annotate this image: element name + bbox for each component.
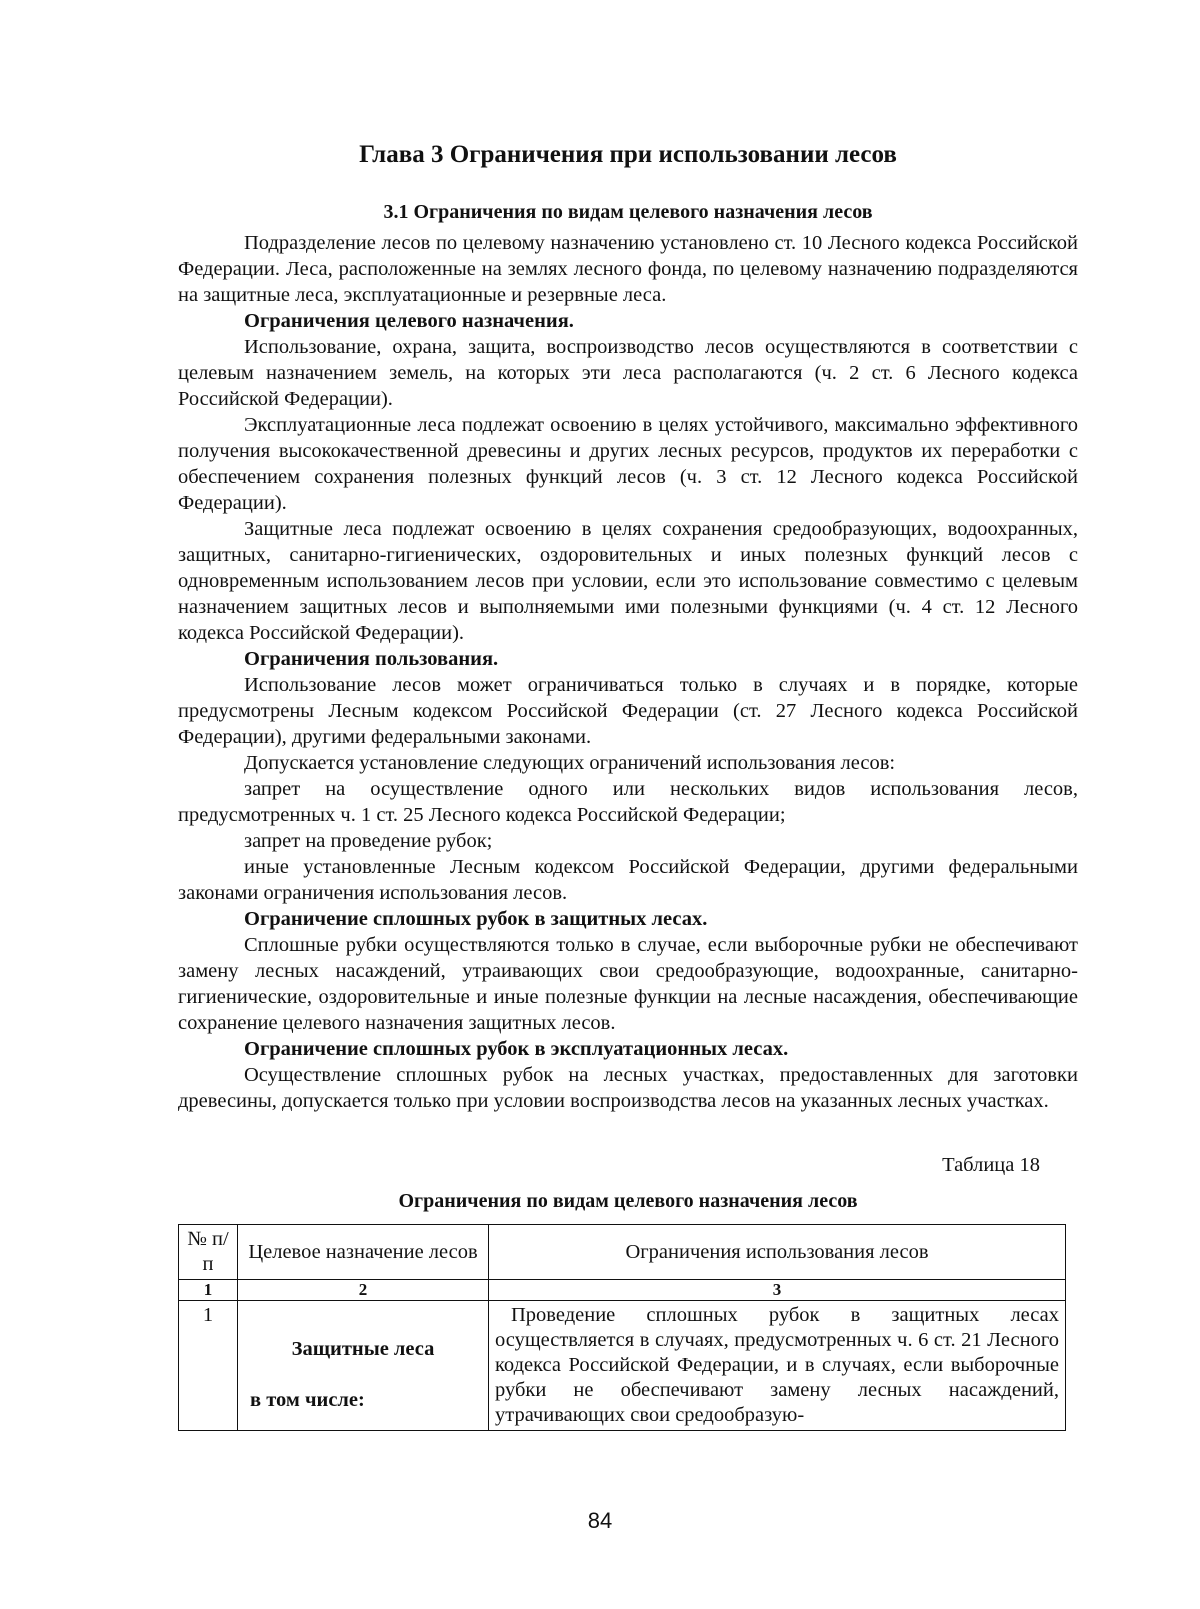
paragraph: Использование, охрана, защита, воспроизводство лесов осуществляются в соответствии с целевым назначением земель, на которых эти леса располагаются (ч. 2 ст. 6 Лесного кодекса Российской Федерации). <box>178 336 1078 410</box>
list-item: запрет на проведение рубок; <box>244 830 493 852</box>
subheading: Ограничение сплошных рубок в эксплуатационных лесах. <box>244 1038 789 1060</box>
table-title: Ограничения по видам целевого назначения лесов <box>398 1190 858 1212</box>
column-number: 2 <box>238 1280 489 1301</box>
column-number: 3 <box>489 1280 1066 1301</box>
list-item: запрет на осуществление одного или нескольких видов использования лесов, предусмотренных ч. 1 ст. 25 Лесного кодекса Российской Федерации; <box>178 778 1078 826</box>
chapter-title: Глава 3 Ограничения при использовании лесов <box>359 141 897 168</box>
row-purpose-name: Защитные леса <box>291 1338 435 1360</box>
header-number: № п/п <box>179 1225 238 1280</box>
list-item: иные установленные Лесным кодексом Российской Федерации, другими федеральными законами ограничения использования лесов. <box>178 856 1078 904</box>
table-header-row <box>179 1225 1066 1280</box>
header-purpose: Целевое назначение лесов <box>238 1225 489 1280</box>
subheading: Ограничение сплошных рубок в защитных лесах. <box>244 908 708 930</box>
row-restrictions-cell <box>489 1301 1066 1431</box>
paragraph: Допускается установление следующих ограничений использования лесов: <box>244 752 896 774</box>
paragraph: Использование лесов может ограничиваться только в случаях и в порядке, которые предусмотрены Лесным кодексом Российской Федерации (ст. 27 Лесного кодекса Российской Федерации), другими федеральными законами. <box>178 674 1078 748</box>
paragraph: Подразделение лесов по целевому назначению установлено ст. 10 Лесного кодекса Российской Федерации. Леса, расположенные на землях лесного фонда, по целевому назначению подразделяются на защитные леса, эксплуатационные и резервные леса. <box>178 232 1078 306</box>
table-column-numbers-row <box>179 1280 1066 1301</box>
restrictions-table <box>178 1224 1066 1431</box>
table-row <box>179 1301 1066 1431</box>
header-restrictions: Ограничения использования лесов <box>489 1225 1066 1280</box>
paragraph: Эксплуатационные леса подлежат освоению в целях устойчивого, максимально эффективного получения высококачественной древесины и других лесных ресурсов, продуктов их переработки с обеспечением сохранения полезных функций лесов (ч. 3 ст. 12 Лесного кодекса Российской Федерации). <box>178 414 1078 514</box>
paragraph: Осуществление сплошных рубок на лесных участках, предоставленных для заготовки древесины, допускается только при условии воспроизводства лесов на указанных лесных участках. <box>178 1064 1078 1112</box>
subheading: Ограничения целевого назначения. <box>244 310 574 332</box>
body-text <box>178 230 1078 1114</box>
row-purpose-cell <box>238 1301 489 1431</box>
subheading: Ограничения пользования. <box>244 648 499 670</box>
row-purpose-sub: в том числе: <box>250 1389 365 1411</box>
column-number: 1 <box>179 1280 238 1301</box>
paragraph: Защитные леса подлежат освоению в целях сохранения средообразующих, водоохранных, защитных, санитарно-гигиенических, оздоровительных и иных полезных функций лесов с одновременным использованием лесов при условии, если это использование совместимо с целевым назначением защитных лесов и выполняемыми ими полезными функциями (ч. 4 ст. 12 Лесного кодекса Российской Федерации). <box>178 518 1078 644</box>
page-content <box>178 138 1078 1431</box>
section-title: 3.1 Ограничения по видам целевого назначения лесов <box>383 201 873 223</box>
row-number: 1 <box>179 1301 238 1431</box>
page-number: 84 <box>587 1508 613 1533</box>
paragraph: Сплошные рубки осуществляются только в случае, если выборочные рубки не обеспечивают замену лесных насаждений, утраивающих свои средообразующие, водоохранные, санитарно-гигиенические, оздоровительные и иные полезные функции на лесные насаждения, обеспечивающие сохранение целевого назначения защитных лесов. <box>178 934 1078 1034</box>
table-label: Таблица 18 <box>942 1154 1040 1176</box>
row-restrictions-text: Проведение сплошных рубок в защитных лесах осуществляется в случаях, предусмотренных ч. 6 ст. 21 Лесного кодекса Российской Федерации, и в случаях, если выборочные рубки не обеспечивают замену лесных насаждений, утрачивающих свои средообразую- <box>495 1304 1059 1426</box>
